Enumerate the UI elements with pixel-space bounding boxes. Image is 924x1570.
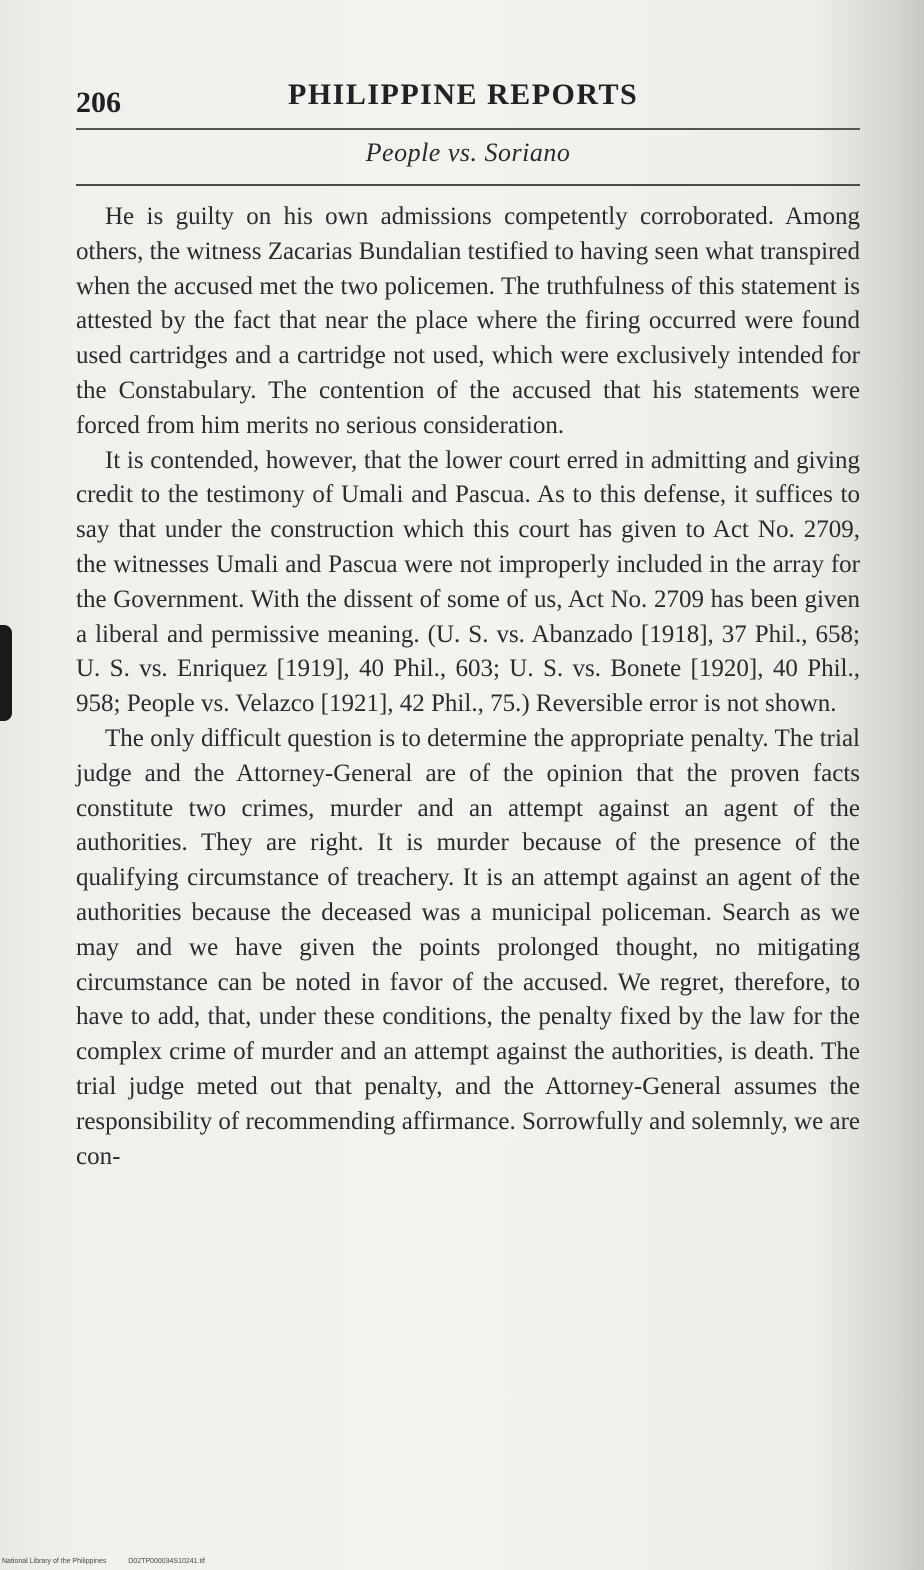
paragraph-2: It is contended, however, that the lower court erred in admitting and giving credit to the testimony of Umali and Pascua. As to this defense, it suffices to say that under the construction which this court has given to Act No. 2709, the witnesses Umali and Pascua were not improperly included in the array for the Government. With the dissent of some of us, Act No. 2709 has been given a liberal and permissive meaning. (U. S. vs. Abanzado [1918], 37 Phil., 658; U. S. vs. Enriquez [1919], 40 Phil., 603; U. S. vs. Bonete [1920], 40 Phil., 958; People vs. Velazco [1921], 42 Phil., 75.) Reversible error is not shown. [76, 446, 860, 718]
running-title: PHILIPPINE REPORTS [288, 78, 639, 111]
page-number: 206 [76, 86, 121, 119]
paragraph-1: He is guilty on his own admissions competently corroborated. Among others, the witness Zacarias Bundalian testified to having seen what transpired when the accused met the two policemen. The truthfulness of this statement is attested by the fact that near the place where the firing occurred were found used cartridges and a cartridge not used, which were exclusively intended for the Constabulary. The contention of the accused that his statements were forced from him merits no serious consideration. [76, 203, 860, 439]
body-text [76, 200, 860, 1174]
scan-edge-mark [0, 625, 12, 721]
header-rule-top [76, 128, 860, 130]
paragraph-3: The only difficult question is to determine the appropriate penalty. The trial judge and the Attorney-General are of the opinion that the proven facts constitute two crimes, murder and an attempt against an agent of the authorities. They are right. It is murder because of the presence of the qualifying circumstance of treachery. It is an attempt against an agent of the authorities because the deceased was a municipal policeman. Search as we may and we have given the points prolonged thought, no mitigating circumstance can be noted in favor of the accused. We regret, therefore, to have to add, that, under these conditions, the penalty fixed by the law for the complex crime of murder and an attempt against the authorities, is death. The trial judge meted out that penalty, and the Attorney-General assumes the responsibility of recommending affirmance. Sorrowfully and solemnly, we are con- [76, 724, 860, 1170]
scan-footer [2, 1558, 225, 1565]
page-header [76, 76, 860, 126]
header-rule-bottom [76, 184, 860, 186]
footer-identifier: D02TP000034S10241.tif [128, 1558, 205, 1565]
case-title: People vs. Soriano [365, 138, 571, 167]
footer-source: National Library of the Philippines [2, 1558, 107, 1565]
